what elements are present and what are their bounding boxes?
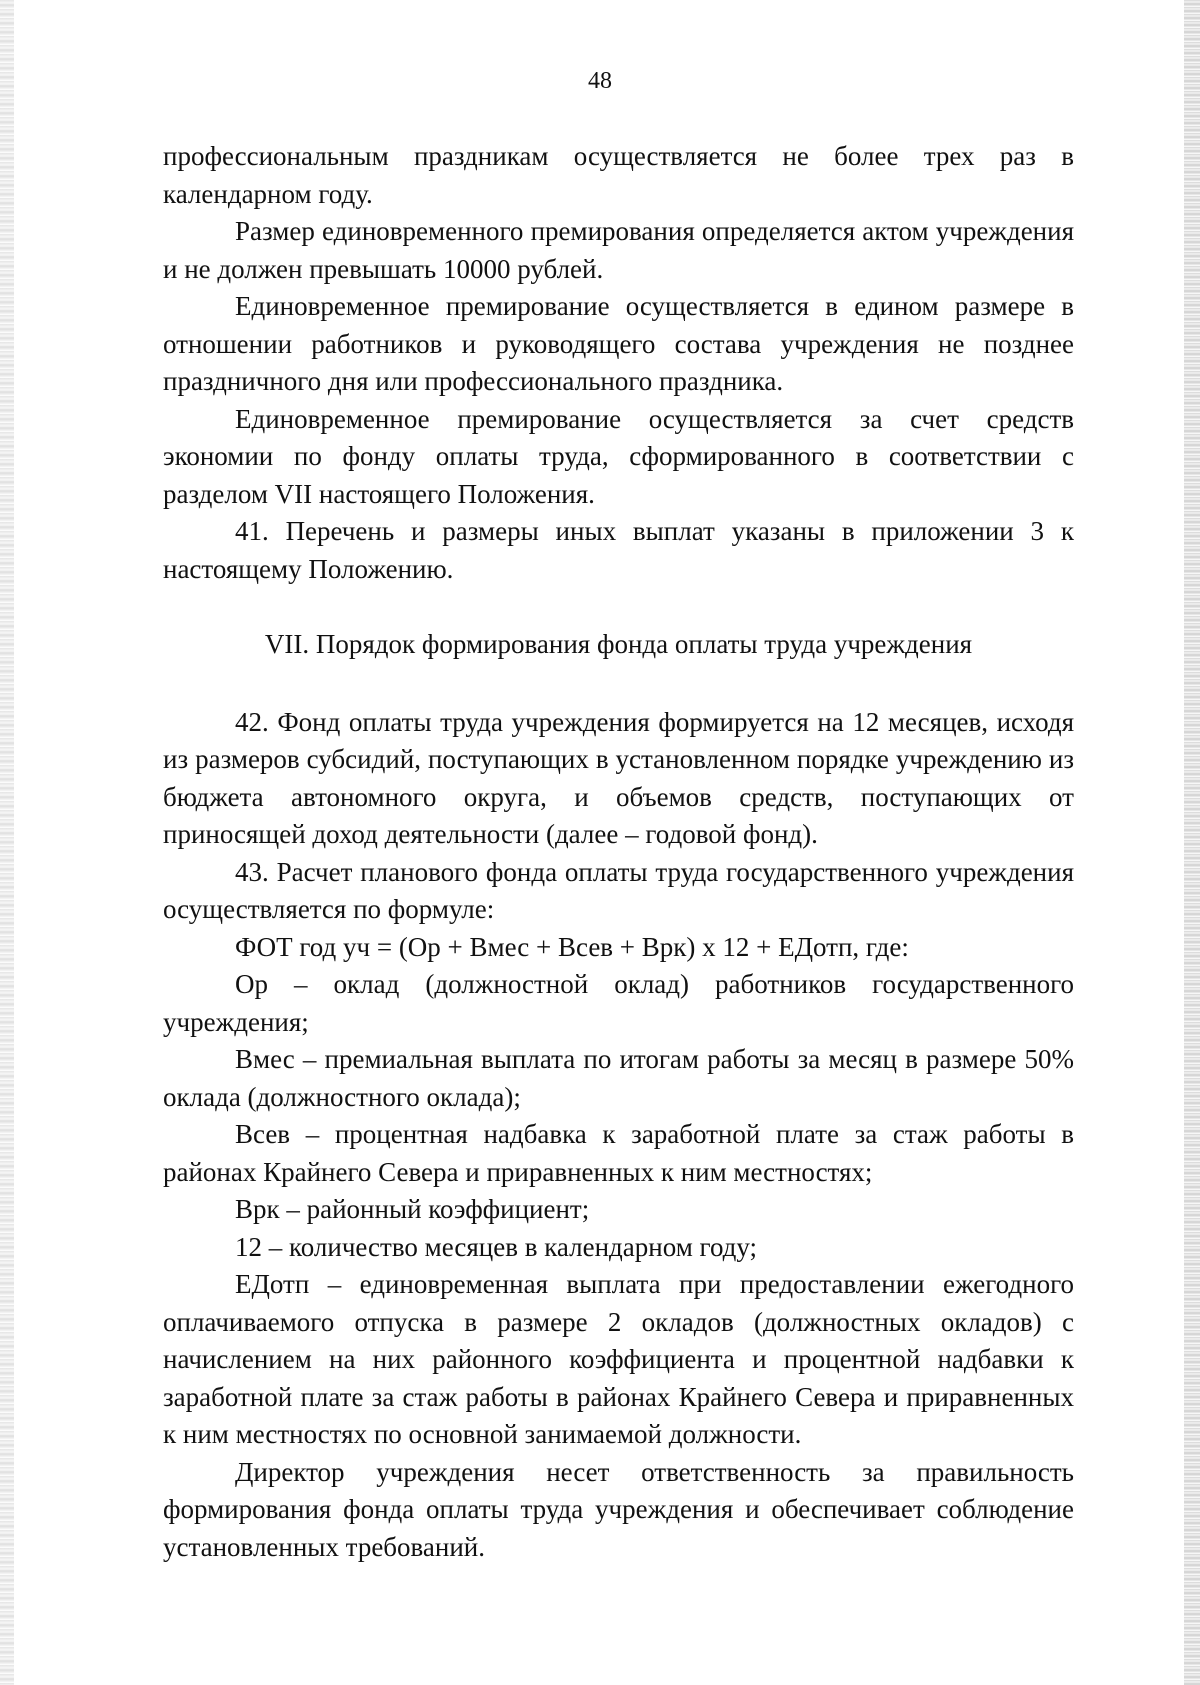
paragraph-bonus-size: Размер единовременного премирования определяется актом учреждения и не должен превышать 10000 рублей. [163,216,1074,284]
definition-or: Ор – оклад (должностной оклад) работников государственного учреждения; [163,969,1074,1037]
paragraph-item-42: 42. Фонд оплаты труда учреждения формируется на 12 месяцев, исходя из размеров субсидий, поступающих в установленном порядке учреждению из бюджета автономного округа, и объемов средств, поступающих от приносящей доход деятельности (далее – годовой фонд). [163,706,1074,849]
scan-edge-left [0,0,14,1685]
paragraph-bonus-funding: Единовременное премирование осуществляется за счет средств экономии по фонду оплаты труда, сформированного в соответствии с разделом VII настоящего Положения. [163,403,1074,509]
paragraph-bonus-uniform: Единовременное премирование осуществляется в едином размере в отношении работников и руководящего состава учреждения не позднее праздничного дня или профессионального праздника. [163,291,1074,396]
definition-edotp: ЕДотп – единовременная выплата при предоставлении ежегодного оплачиваемого отпуска в размере 2 окладов (должностных окладов) с начислением на них районного коэффициента и процентной надбавки к заработной плате за стаж работы в районах Крайнего Севера и приравненных к ним местностях по основной занимаемой должности. [163,1269,1074,1449]
formula: ФОТ год уч = (Ор + Вмес + Всев + Врк) х 12 + ЕДотп, где: [235,931,909,962]
scan-edge-right [1184,0,1200,1685]
paragraph-continuation: профессиональным праздникам осуществляется не более трех раз в календарном году. [163,141,1074,209]
paragraph-item-43: 43. Расчет планового фонда оплаты труда государственного учреждения осуществляется по формуле: [163,856,1074,924]
paragraph-item-41: 41. Перечень и размеры иных выплат указаны в приложении 3 к настоящему Положению. [163,516,1074,584]
definition-vmes: Вмес – премиальная выплата по итогам работы за месяц в размере 50% оклада (должностного оклада); [163,1044,1074,1112]
definition-vsev: Всев – процентная надбавка к заработной плате за стаж работы в районах Крайнего Севера и приравненных к ним местностях; [163,1119,1074,1187]
definition-12: 12 – количество месяцев в календарном году; [235,1231,758,1262]
definition-vrk: Врк – районный коэффициент; [235,1194,590,1224]
paragraph-director-responsibility: Директор учреждения несет ответственность за правильность формирования фонда оплаты труда учреждения и обеспечивает соблюдение установленных требований. [163,1456,1074,1562]
document-body [163,138,1074,1566]
section-heading: VII. Порядок формирования фонда оплаты труда учреждения [264,629,973,659]
page-number: 48 [588,68,612,94]
